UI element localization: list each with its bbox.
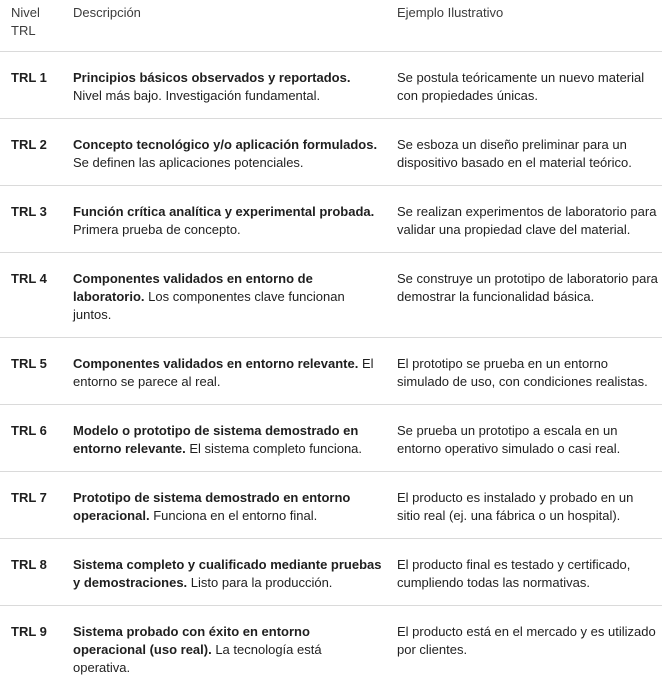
trl-detail: Funciona en el entorno final. bbox=[153, 508, 317, 523]
header-level: Nivel TRL bbox=[0, 0, 62, 52]
table-row bbox=[0, 472, 662, 539]
trl-example: Se prueba un prototipo a escala en un entorno operativo simulado o casi real. bbox=[388, 405, 662, 472]
table-row bbox=[0, 405, 662, 472]
trl-example: Se esboza un diseño preliminar para un dispositivo basado en el material teórico. bbox=[388, 119, 662, 186]
header-example: Ejemplo Ilustrativo bbox=[388, 0, 662, 52]
trl-level: TRL 1 bbox=[0, 52, 62, 119]
table-row bbox=[0, 606, 662, 690]
trl-description bbox=[62, 338, 388, 405]
header-row bbox=[0, 0, 662, 52]
trl-detail: El sistema completo funciona. bbox=[189, 441, 362, 456]
trl-level: TRL 5 bbox=[0, 338, 62, 405]
trl-detail: Se definen las aplicaciones potenciales. bbox=[73, 155, 304, 170]
trl-description bbox=[62, 186, 388, 253]
trl-title: Modelo o prototipo de sistema demostrado en entorno relevante. bbox=[73, 423, 358, 456]
trl-description bbox=[62, 253, 388, 338]
trl-description bbox=[62, 606, 388, 690]
trl-example: El producto está en el mercado y es utilizado por clientes. bbox=[388, 606, 662, 690]
trl-level: TRL 6 bbox=[0, 405, 62, 472]
trl-detail: Primera prueba de concepto. bbox=[73, 222, 241, 237]
trl-example: Se realizan experimentos de laboratorio para validar una propiedad clave del material. bbox=[388, 186, 662, 253]
trl-example: Se postula teóricamente un nuevo material con propiedades únicas. bbox=[388, 52, 662, 119]
trl-level: TRL 8 bbox=[0, 539, 62, 606]
trl-title: Componentes validados en entorno relevante. bbox=[73, 356, 358, 371]
table-header bbox=[0, 0, 662, 52]
trl-title: Prototipo de sistema demostrado en entorno operacional. bbox=[73, 490, 350, 523]
trl-level: TRL 7 bbox=[0, 472, 62, 539]
trl-title: Principios básicos observados y reportados. bbox=[73, 70, 350, 85]
trl-example: El producto final es testado y certificado, cumpliendo todas las normativas. bbox=[388, 539, 662, 606]
trl-title: Función crítica analítica y experimental probada. bbox=[73, 204, 374, 219]
trl-example: El prototipo se prueba en un entorno simulado de uso, con condiciones realistas. bbox=[388, 338, 662, 405]
trl-detail: La tecnología está operativa. bbox=[73, 642, 322, 675]
table-row bbox=[0, 539, 662, 606]
trl-description bbox=[62, 52, 388, 119]
trl-example: El producto es instalado y probado en un sitio real (ej. una fábrica o un hospital). bbox=[388, 472, 662, 539]
trl-detail: Nivel más bajo. Investigación fundamental. bbox=[73, 88, 320, 103]
trl-description bbox=[62, 539, 388, 606]
header-description: Descripción bbox=[62, 0, 388, 52]
trl-description bbox=[62, 119, 388, 186]
trl-description bbox=[62, 472, 388, 539]
trl-example: Se construye un prototipo de laboratorio para demostrar la funcionalidad básica. bbox=[388, 253, 662, 338]
trl-detail: El entorno se parece al real. bbox=[73, 356, 374, 389]
trl-title: Componentes validados en entorno de laboratorio. bbox=[73, 271, 313, 304]
trl-level: TRL 4 bbox=[0, 253, 62, 338]
trl-level: TRL 9 bbox=[0, 606, 62, 690]
trl-title: Sistema completo y cualificado mediante pruebas y demostraciones. bbox=[73, 557, 381, 590]
trl-detail: Listo para la producción. bbox=[191, 575, 333, 590]
table-body bbox=[0, 52, 662, 690]
trl-title: Concepto tecnológico y/o aplicación formulados. bbox=[73, 137, 377, 152]
trl-level: TRL 2 bbox=[0, 119, 62, 186]
trl-description bbox=[62, 405, 388, 472]
table-row bbox=[0, 253, 662, 338]
table-row bbox=[0, 186, 662, 253]
table-row bbox=[0, 338, 662, 405]
table-row bbox=[0, 119, 662, 186]
table-row bbox=[0, 52, 662, 119]
trl-detail: Los componentes clave funcionan juntos. bbox=[73, 289, 345, 322]
trl-title: Sistema probado con éxito en entorno operacional (uso real). bbox=[73, 624, 310, 657]
trl-level: TRL 3 bbox=[0, 186, 62, 253]
